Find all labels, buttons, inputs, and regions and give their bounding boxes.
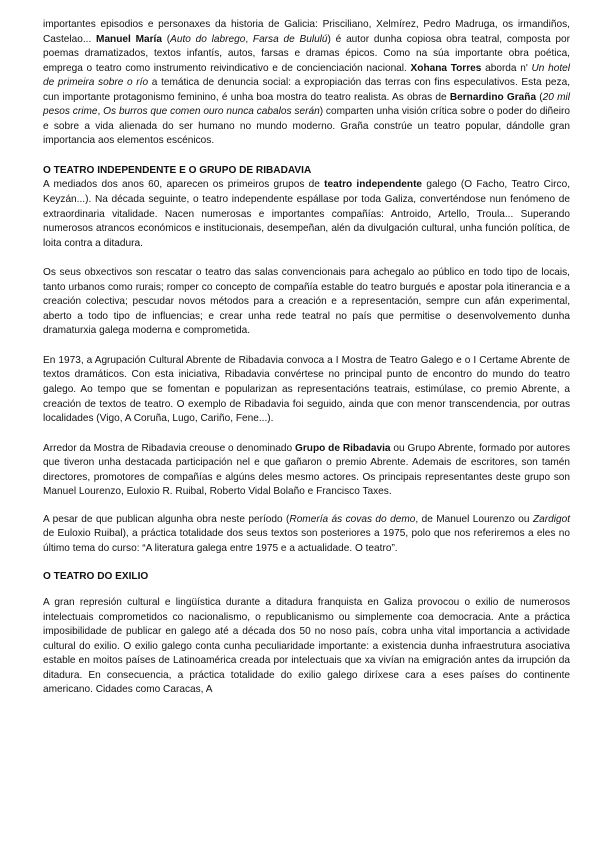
paragraph-galician-playwrights: importantes episodios e personaxes da historia de Galicia: Prisciliano, Xelmírez, Pedro Madruga, os irmandiños, Castelao... Manuel María (Auto do labrego, Farsa de Bululú) é autor dunha copiosa obra teatral, composta por poemas dramatizados, textos infantís, autos, farsas e dramas épicos. Como na súa importante obra poética, emprega o teatro como instrumento reivindicativo e de concienciación nacional. Xohana Torres aborda n' Un hotel de primeira sobre o río a temática de denuncia social: a expropiación das terras con fins especulativos. Esta peza, cun importante protagonismo feminino, é unha boa mostra do teatro realista. As obras de Bernardino Graña (20 mil pesos crime, Os burros que comen ouro nunca cabalos serán) comparten unha visión crítica sobre o poder do diñeiro e sobre a vida alienada do ser humano no mundo moderno. Graña constrúe un teatro popular, dándolle gran importancia aos elementos escénicos. (43, 19, 571, 147)
paragraph-grupo-ribadavia: Arredor da Mostra de Ribadavia creouse o denominado Grupo de Ribadavia ou Grupo Abrente, formado por autores que tiveron unha destacada participación nel e que gañaron o premio Abrente. Ademais de escritores, son tamén directores, promotores de compañías e algúns deles mesmo actores. Os principais representantes deste grupo son Manuel Lourenzo, Euloxio R. Ruibal, Roberto Vidal Bolaño e Francisco Taxes. (43, 442, 570, 498)
section-heading-independent-theatre: O TEATRO INDEPENDENTE E O GRUPO DE RIBADAVIA (43, 164, 312, 176)
document-page (43, 18, 570, 713)
keyword-grupo-ribadavia: Grupo de Ribadavia (295, 442, 391, 454)
author-manuel-maria: Manuel María (96, 33, 162, 45)
keyword-independent-theatre: teatro independente (324, 179, 423, 191)
paragraph-objectives: Os seus obxectivos son rescatar o teatro das salas convencionais para achegalo ao público en todo tipo de locais, tanto urbanos como rurais; romper co concepto de compañía estable do teatro burgués e apostar pola itinerancia e a creación colectiva; pescudar novos métodos para a creación e a representación, sempre cun afán experimental, aberto a todo tipo de influencias; e crear unha rede teatral no país que permitise o desenvolvemento dunha dramaturxia galega moderna e comprometida. (43, 267, 570, 337)
text: importantes episodios e personaxes da historia de Galicia: Prisciliano, Xelmírez, Pedro Madruga, os irmandiños, Castelao... (43, 19, 570, 45)
author-bernardino-grana: Bernardino Graña (449, 91, 537, 103)
section-heading-exile-theatre: O TEATRO DO EXILIO (43, 570, 149, 582)
work-title: 20 mil pesos crime (43, 91, 570, 118)
work-title: Zardigot (532, 513, 570, 525)
paragraph-ribadavia-1973: En 1973, a Agrupación Cultural Abrente de Ribadavia convoca a I Mostra de Teatro Galego e o I Certame Abrente de textos dramáticos. Con esta iniciativa, Ribadavia convértese no principal punto de encontro do mundo do teatro galego. Ao tempo que se fomentan e popularizan as representacións teatrais, estimúlase, co premio Abrente, a creación de textos de teatro. O exemplo de Ribadavia foi seguido, ainda que con menor transcendencia, por outras localidades (Vigo, A Coruña, Lugo, Cariño, Fene...). (43, 354, 570, 425)
author-xohana-torres: Xohana Torres (410, 62, 482, 74)
paragraph-publications: A pesar de que publican algunha obra neste período (Romería ás covas do demo, de Manuel Lourenzo ou Zardigot de Euloxio Ruibal), a práctica totalidade dos seus textos son posteriores a 1975, polo que nos referiremos a eles no último tema do curso: “A literatura galega entre 1975 e a actualidade. O teatro”. (43, 513, 570, 554)
work-title: Os burros que comen ouro nunca cabalos serán (103, 106, 320, 118)
work-title: Farsa de Bululú (252, 33, 328, 45)
work-title: Un hotel de primeira sobre o río (43, 62, 570, 89)
work-title: Auto do labrego (170, 33, 246, 45)
paragraph-independent-theatre: A mediados dos anos 60, aparecen os primeiros grupos de teatro independente galego (O Facho, Teatro Circo, Keyzán...). Na década seguinte, o teatro independente espállase por toda Galiza, converténdose nun fenómeno de extraordinaria vitalidade. Nacen numerosas e importantes compañías: Antroido, Artello, Troula... Superando numerosos atrancos económicos e institucionais, desempeñan, alén da divulgación cultural, unha función política, de loita contra a ditadura. (43, 179, 570, 249)
paragraph-exile: A gran represión cultural e lingüística durante a ditadura franquista en Galiza provocou o exilio de numerosos intelectuais comprometidos co nacionalismo, o republicanismo ou simplemente coa democracia. Ante a práctica imposibilidade de publicar en galego até a década dos 50 no noso país, cobra unha vital importancia a actividade cultural do exilio. O exilio galego conta cunha peculiaridade importante: a existencia dunha infraestrutura asociativa estable en moitos países de Latinoamérica creada por intelectuais que xa vivían na emigración antes da irrupción da ditadura. En consecuencia, a práctica totalidade do exilio galego diríxese cara a eses países do continente americano. Cidades como Caracas, A (43, 597, 570, 696)
work-title: Romería ás covas do demo (289, 513, 416, 525)
